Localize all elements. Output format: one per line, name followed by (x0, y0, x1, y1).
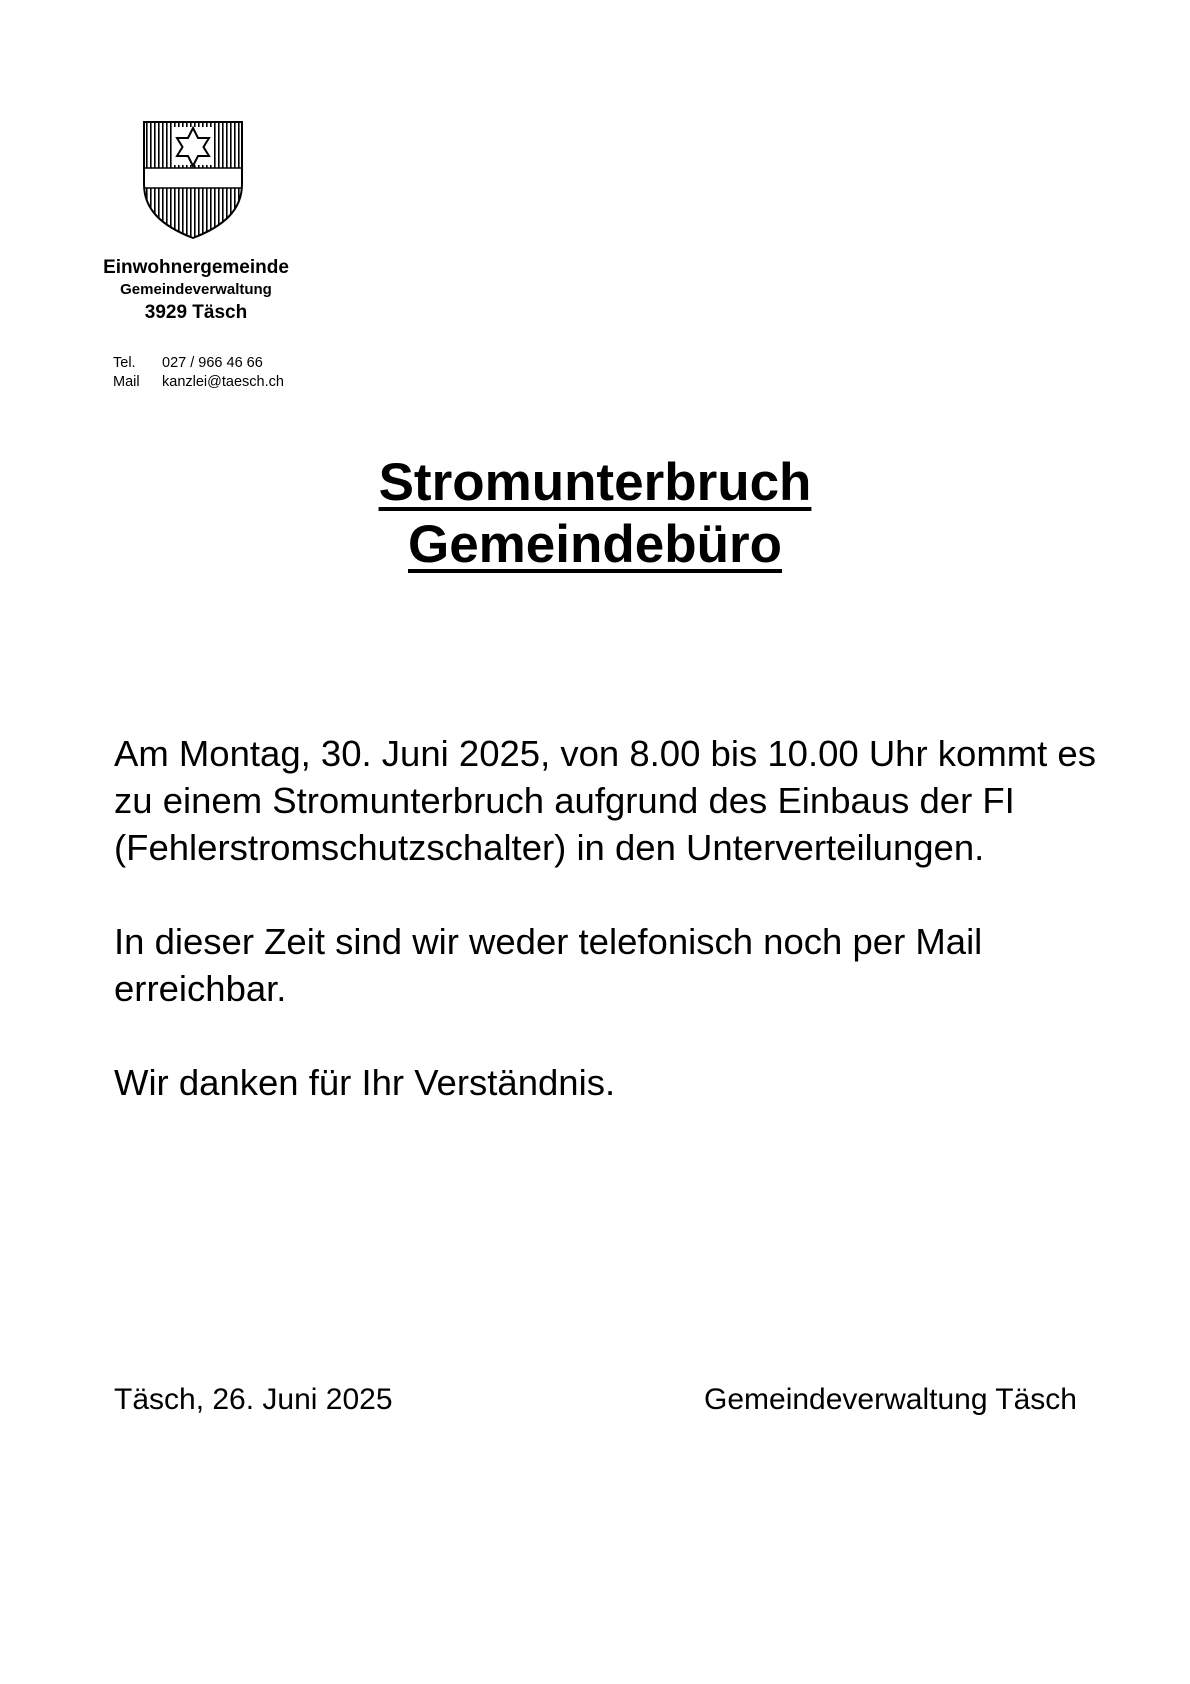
tel-label: Tel. (113, 355, 136, 371)
footer-sender: Gemeindeverwaltung Täsch (704, 1383, 1077, 1416)
org-city: 3929 Täsch (144, 302, 248, 323)
notice-body (114, 730, 1124, 1153)
mail-label: Mail (113, 374, 140, 390)
title-line-1: Stromunterbruch (378, 453, 812, 512)
org-department: Gemeindeverwaltung (120, 281, 272, 298)
mail-value: kanzlei@taesch.ch (162, 374, 284, 390)
organization-header (70, 256, 322, 326)
contact-tel-row (113, 354, 284, 373)
taesch-coat-of-arms-icon (142, 120, 244, 240)
title-line-2: Gemeindebüro (407, 515, 782, 574)
contact-mail-row (113, 373, 284, 392)
body-paragraph-1: Am Montag, 30. Juni 2025, von 8.00 bis 10.00 Uhr kommt es zu einem Stromunterbruch aufgrund des Einbaus der FI (Fehlerstromschutzschalter) in den Unterverteilungen. (114, 733, 1096, 868)
footer-place-date: Täsch, 26. Juni 2025 (114, 1383, 393, 1416)
tel-value: 027 / 966 46 66 (162, 355, 263, 371)
body-paragraph-3: Wir danken für Ihr Verständnis. (114, 1062, 616, 1103)
org-name: Einwohnergemeinde (103, 257, 289, 278)
notice-title (0, 452, 1190, 576)
contact-info (113, 354, 284, 392)
body-paragraph-2: In dieser Zeit sind wir weder telefonisch noch per Mail erreichbar. (114, 921, 983, 1009)
